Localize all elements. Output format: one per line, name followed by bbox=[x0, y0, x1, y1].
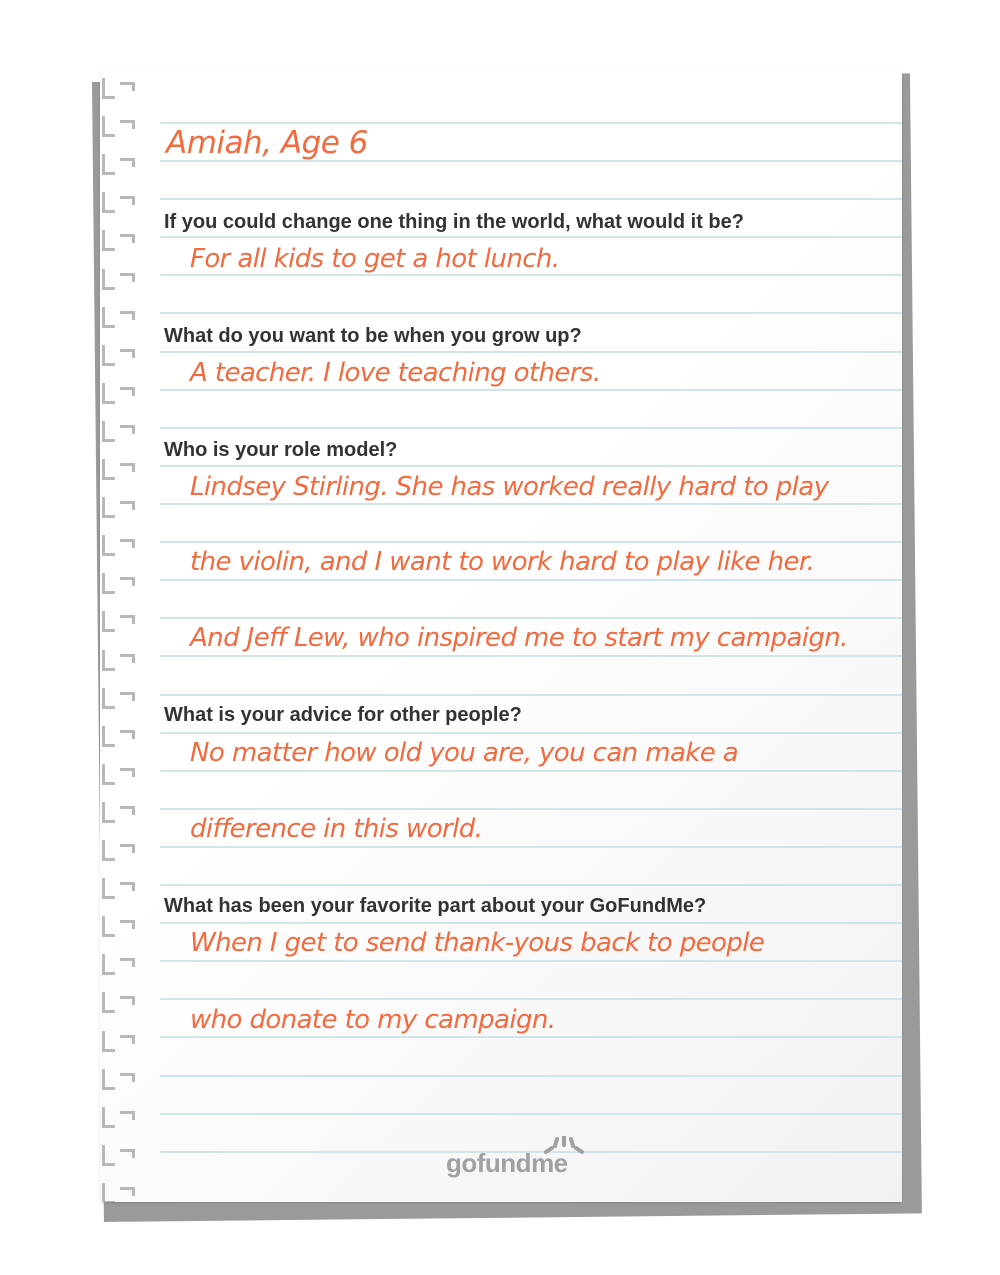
ruled-line bbox=[160, 198, 902, 200]
answer-4-line-1: No matter how old you are, you can make a bbox=[190, 738, 739, 768]
binding-ring bbox=[102, 345, 136, 365]
answer-3-line-1: Lindsey Stirling. She has worked really hard to play bbox=[190, 472, 829, 502]
binding-ring bbox=[102, 688, 136, 708]
binding-ring bbox=[102, 954, 136, 974]
ruled-line bbox=[160, 1075, 902, 1077]
question-3: Who is your role model? bbox=[164, 439, 398, 461]
ruled-line bbox=[160, 998, 902, 1000]
question-5: What has been your favorite part about your GoFundMe? bbox=[164, 895, 707, 917]
answer-3-line-2: the violin, and I want to work hard to play like her. bbox=[190, 547, 815, 577]
answer-2-line-1: A teacher. I love teaching others. bbox=[190, 358, 601, 388]
binding-ring bbox=[102, 840, 136, 860]
answer-4-line-2: difference in this world. bbox=[190, 814, 483, 844]
question-1: If you could change one thing in the world, what would it be? bbox=[164, 211, 744, 233]
binding-ring bbox=[102, 1145, 136, 1165]
ruled-line bbox=[160, 351, 902, 353]
gofundme-logo bbox=[446, 1136, 596, 1186]
binding-ring bbox=[102, 192, 136, 212]
binding-ring bbox=[102, 1107, 136, 1127]
ruled-line bbox=[160, 274, 902, 276]
answer-3-line-3: And Jeff Lew, who inspired me to start my campaign. bbox=[190, 623, 848, 653]
binding-ring bbox=[102, 383, 136, 403]
binding-ring bbox=[102, 154, 136, 174]
ruled-line bbox=[160, 503, 902, 505]
ruled-line bbox=[160, 465, 902, 467]
ruled-line bbox=[160, 922, 902, 924]
binding-ring bbox=[102, 116, 136, 136]
ruled-line bbox=[160, 579, 902, 581]
ruled-line bbox=[160, 694, 902, 696]
ruled-line bbox=[160, 960, 902, 962]
ruled-line bbox=[160, 236, 902, 238]
ruled-line bbox=[160, 732, 902, 734]
binding-ring bbox=[102, 992, 136, 1012]
binding-ring bbox=[102, 269, 136, 289]
ruled-line bbox=[160, 312, 902, 314]
ruled-line bbox=[160, 541, 902, 543]
ruled-line bbox=[160, 884, 902, 886]
binding-ring bbox=[102, 1031, 136, 1051]
ruled-line bbox=[160, 846, 902, 848]
ruled-line bbox=[160, 1036, 902, 1038]
binding-ring bbox=[102, 307, 136, 327]
binding-ring bbox=[102, 497, 136, 517]
binding-ring bbox=[102, 1183, 136, 1202]
binding-ring bbox=[102, 802, 136, 822]
binding-ring bbox=[102, 1069, 136, 1089]
ruled-line bbox=[160, 770, 902, 772]
ruled-line bbox=[160, 808, 902, 810]
binding-ring bbox=[102, 573, 136, 593]
binding-ring bbox=[102, 78, 136, 98]
question-4: What is your advice for other people? bbox=[164, 704, 522, 726]
ruled-line bbox=[160, 122, 902, 124]
ruled-line bbox=[160, 427, 902, 429]
page-title: Amiah, Age 6 bbox=[166, 125, 368, 161]
binding-ring bbox=[102, 611, 136, 631]
notebook-page bbox=[100, 70, 902, 1202]
binding-ring bbox=[102, 726, 136, 746]
ruled-line bbox=[160, 1113, 902, 1115]
ruled-line bbox=[160, 389, 902, 391]
ruled-line bbox=[160, 617, 902, 619]
binding-ring bbox=[102, 650, 136, 670]
spiral-binding bbox=[100, 70, 140, 1202]
binding-ring bbox=[102, 764, 136, 784]
question-2: What do you want to be when you grow up? bbox=[164, 325, 582, 347]
binding-ring bbox=[102, 535, 136, 555]
binding-ring bbox=[102, 878, 136, 898]
logo-text: gofundme bbox=[446, 1148, 568, 1178]
answer-1-line-1: For all kids to get a hot lunch. bbox=[190, 244, 560, 274]
binding-ring bbox=[102, 916, 136, 936]
binding-ring bbox=[102, 421, 136, 441]
binding-ring bbox=[102, 230, 136, 250]
answer-5-line-1: When I get to send thank-yous back to people bbox=[190, 928, 765, 958]
binding-ring bbox=[102, 459, 136, 479]
answer-5-line-2: who donate to my campaign. bbox=[190, 1005, 556, 1035]
ruled-line bbox=[160, 655, 902, 657]
